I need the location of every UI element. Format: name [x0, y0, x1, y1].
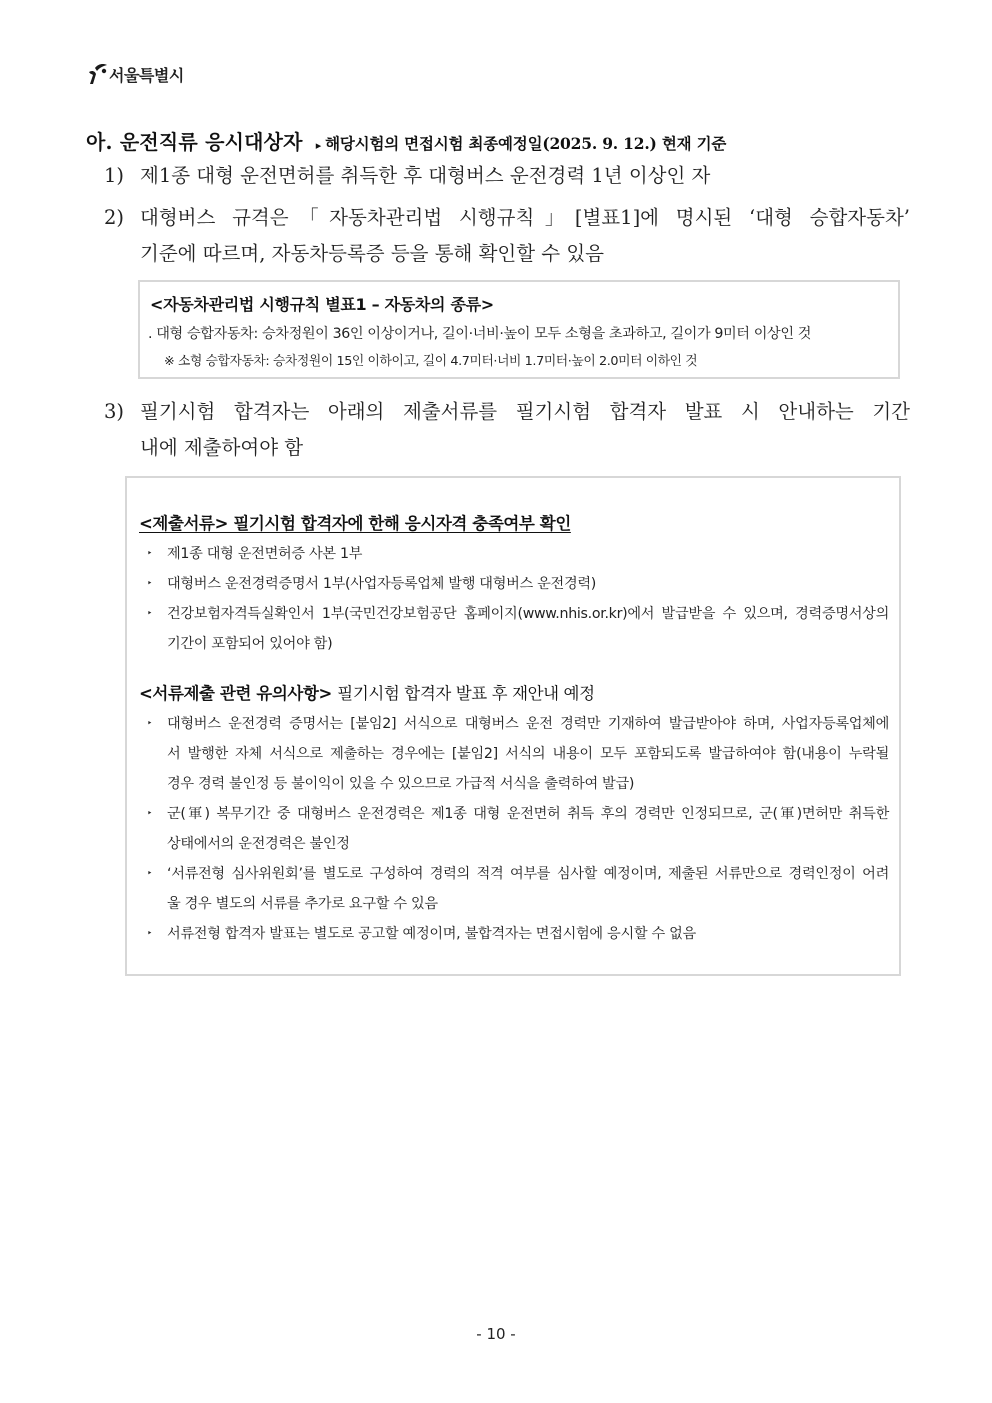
bullet-icon: ‣ — [147, 549, 153, 559]
triangle-marker-icon: ▸ — [315, 139, 322, 152]
item-text: 필기시험 합격자는 아래의 제출서류를 필기시험 합격자 발표 시 안내하는 기간 — [140, 400, 910, 423]
section-subtitle-text: 해당시험의 면접시험 최종예정일(2025. 9. 12.) 현재 기준 — [325, 134, 727, 153]
item-text: 내에 제출하여야 함 — [140, 436, 304, 459]
bullet-icon: ‣ — [147, 609, 153, 619]
bullet-icon: ‣ — [147, 719, 153, 729]
section-subtitle — [316, 134, 726, 153]
item-text: 제1종 대형 운전면허를 취득한 후 대형버스 운전경력 1년 이상인 자 — [140, 164, 711, 187]
item-text: 기준에 따르며, 자동차등록증 등을 통해 확인할 수 있음 — [140, 242, 605, 265]
list-item-3 — [104, 394, 910, 466]
notes-heading-rest: 필기시험 합격자 발표 후 재안내 예정 — [337, 684, 595, 703]
list-item: ‣ 군(軍) 복무기간 중 대형버스 운전경력은 제1종 대형 운전면허 취득 후의 경력만 인정되므로, 군(軍)면허만 취득한 상태에서의 운전경력은 불인정 — [147, 799, 889, 859]
documents-list — [147, 539, 889, 659]
list-item: ‣ 건강보험자격득실확인서 1부(국민건강보험공단 홈페이지(www.nhis.or.kr)에서 발급받을 수 있으며, 경력증명서상의 기간이 포함되어 있어야 함) — [147, 599, 889, 659]
seoul-logo — [86, 62, 184, 86]
regulation-line: . 대형 승합자동차: 승차정원이 36인 이상이거나, 길이·너비·높이 모두 소형을 초과하고, 길이가 9미터 이상인 것 — [148, 326, 812, 342]
documents-heading: <제출서류> 필기시험 합격자에 한해 응시자격 충족여부 확인 — [139, 514, 571, 533]
regulation-box — [138, 280, 900, 379]
bullet-icon: ‣ — [147, 579, 153, 589]
list-item: ‣ 제1종 대형 운전면허증 사본 1부 — [147, 539, 889, 569]
bullet-icon: ‣ — [147, 869, 153, 879]
page-number: - 10 - — [476, 1325, 516, 1343]
notes-heading-bold: <서류제출 관련 유의사항> — [139, 684, 332, 703]
item-number: 3) — [104, 400, 125, 423]
bullet-icon: ‣ — [147, 809, 153, 819]
list-item: ‣ ‘서류전형 심사위원회’를 별도로 구성하여 경력의 적격 여부를 심사할 예정이며, 제출된 서류만으로 경력인정이 어려 울 경우 별도의 서류를 추가로 요구할 수 있음 — [147, 859, 889, 919]
bullet-icon: ‣ — [147, 929, 153, 939]
item-number: 1) — [104, 164, 125, 187]
notes-list — [147, 709, 889, 949]
notes-heading — [139, 680, 595, 704]
list-item: ‣ 대형버스 운전경력증명서 1부(사업자등록업체 발행 대형버스 운전경력) — [147, 569, 889, 599]
documents-box — [125, 476, 901, 976]
regulation-heading: <자동차관리법 시행규칙 별표1 – 자동차의 종류> — [150, 295, 494, 314]
logo-text: 서울특별시 — [109, 65, 184, 85]
regulation-note: ※ 소형 승합자동차: 승차정원이 15인 이하이고, 길이 4.7미터·너비 1.7미터·높이 2.0미터 이하인 것 — [164, 354, 698, 369]
seoul-logo-icon — [86, 62, 108, 86]
list-item: ‣ 서류전형 합격자 발표는 별도로 공고할 예정이며, 불합격자는 면접시험에 응시할 수 없음 — [147, 919, 889, 949]
item-text: 대형버스 규격은「자동차관리법 시행규칙」[별표1]에 명시된 ‘대형 승합자동차’ — [140, 206, 910, 229]
list-item: ‣ 대형버스 운전경력 증명서는 [붙임2] 서식으로 대형버스 운전 경력만 기재하여 발급받아야 하며, 사업자등록업체에 서 발행한 자체 서식으로 제출하는 경우에는 [붙임2] 서식의 내용이 모두 포함되도록 발급하여야 함(내용이 누락될 경우 경력 불인정 등 불이익이 있을 수 있으므로 가급적 서식을 출력하여 발급) — [147, 709, 889, 799]
section-title — [86, 126, 726, 155]
item-number: 2) — [104, 206, 125, 229]
section-heading: 아. 운전직류 응시대상자 — [86, 130, 303, 154]
list-item-1 — [104, 158, 910, 194]
list-item-2 — [104, 200, 910, 272]
